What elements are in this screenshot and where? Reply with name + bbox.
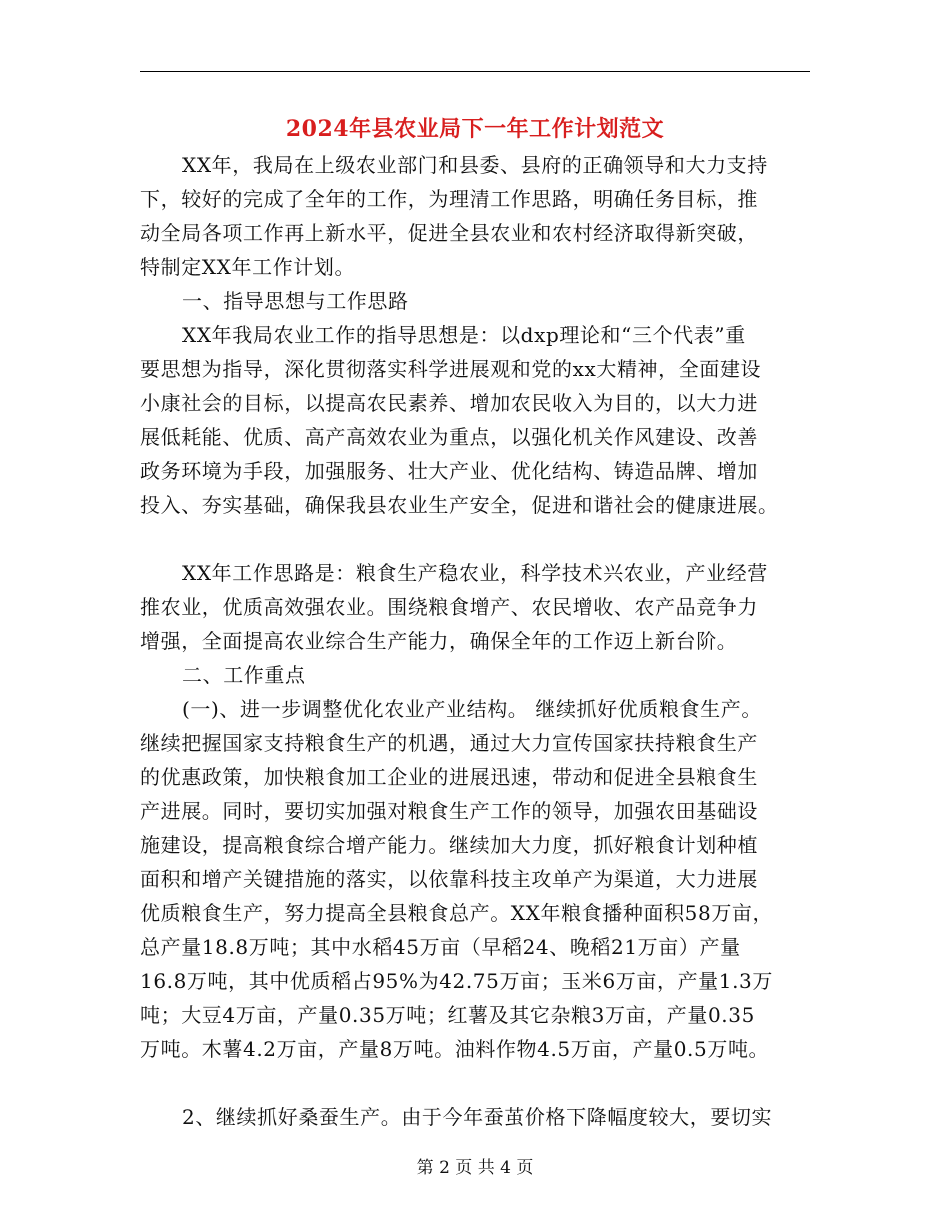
paragraph-line: 万吨。木薯4.2万亩，产量8万吨。油料作物4.5万亩，产量0.5万吨。 [140,1037,770,1061]
paragraph-line: 优质粮食生产，努力提高全县粮食总产。XX年粮食播种面积58万亩， [140,901,774,925]
section-heading: 一、指导思想与工作思路 [182,289,409,313]
page-number-footer: 第 2 页 共 4 页 [416,1158,534,1178]
document-body [140,148,820,1134]
paragraph-line: 总产量18.8万吨；其中水稻45万亩（早稻24、晚稻21万亩）产量 [140,935,741,959]
paragraph-line: XX年工作思路是：粮食生产稳农业，科学技术兴农业，产业经营 [182,561,768,585]
paragraph-line: 下，较好的完成了全年的工作，为理清工作思路，明确任务目标，推 [140,187,758,211]
paragraph-line: 的优惠政策，加快粮食加工企业的进展迅速，带动和促进全县粮食生 [140,765,758,789]
paragraph-line: 面积和增产关键措施的落实，以依靠科技主攻单产为渠道，大力进展 [140,867,758,891]
paragraph-line: 16.8万吨，其中优质稻占95%为42.75万亩；玉米6万亩，产量1.3万 [140,969,773,993]
paragraph-line: 政务环境为手段，加强服务、壮大产业、优化结构、铸造品牌、增加 [140,459,758,483]
paragraph-line: XX年我局农业工作的指导思想是：以dxp理论和“三个代表”重 [182,323,746,347]
paragraph-line: 特制定XX年工作计划。 [140,255,356,279]
paragraph-line: 展低耗能、优质、高产高效农业为重点，以强化机关作风建设、改善 [140,425,758,449]
paragraph-gap [140,1066,820,1100]
paragraph-line: 动全局各项工作再上新水平，促进全县农业和农村经济取得新突破， [140,221,758,245]
paragraph-line: 吨；大豆4万亩，产量0.35万吨；红薯及其它杂粮3万亩，产量0.35 [140,1003,755,1027]
paragraph-line: 产进展。同时，要切实加强对粮食生产工作的领导，加强农田基础设 [140,799,758,823]
paragraph-line: 投入、夯实基础，确保我县农业生产安全，促进和谐社会的健康进展。 [140,493,779,517]
paragraph-line: 增强，全面提高农业综合生产能力，确保全年的工作迈上新台阶。 [140,629,738,653]
document-title: 2024年县农业局下一年工作计划范文 [285,116,665,142]
paragraph-line: 2、继续抓好桑蚕生产。由于今年蚕茧价格下降幅度较大，要切实 [182,1105,773,1129]
paragraph-line: XX年，我局在上级农业部门和县委、县府的正确领导和大力支持 [182,153,768,177]
paragraph-gap [140,522,820,556]
paragraph-line: 施建设，提高粮食综合增产能力。继续加大力度，抓好粮食计划种植 [140,833,758,857]
paragraph-line: 继续把握国家支持粮食生产的机遇，通过大力宣传国家扶持粮食生产 [140,731,758,755]
paragraph-line: (一)、进一步调整优化农业产业结构。 继续抓好优质粮食生产。 [182,697,762,721]
paragraph-line: 推农业，优质高效强农业。围绕粮食增产、农民增收、农产品竞争力 [140,595,758,619]
paragraph-line: 小康社会的目标，以提高农民素养、增加农民收入为目的，以大力进 [140,391,758,415]
paragraph-line: 要思想为指导，深化贯彻落实科学进展观和党的xx大精神，全面建设 [140,357,762,381]
header-rule [140,71,810,72]
section-heading: 二、工作重点 [182,663,306,687]
